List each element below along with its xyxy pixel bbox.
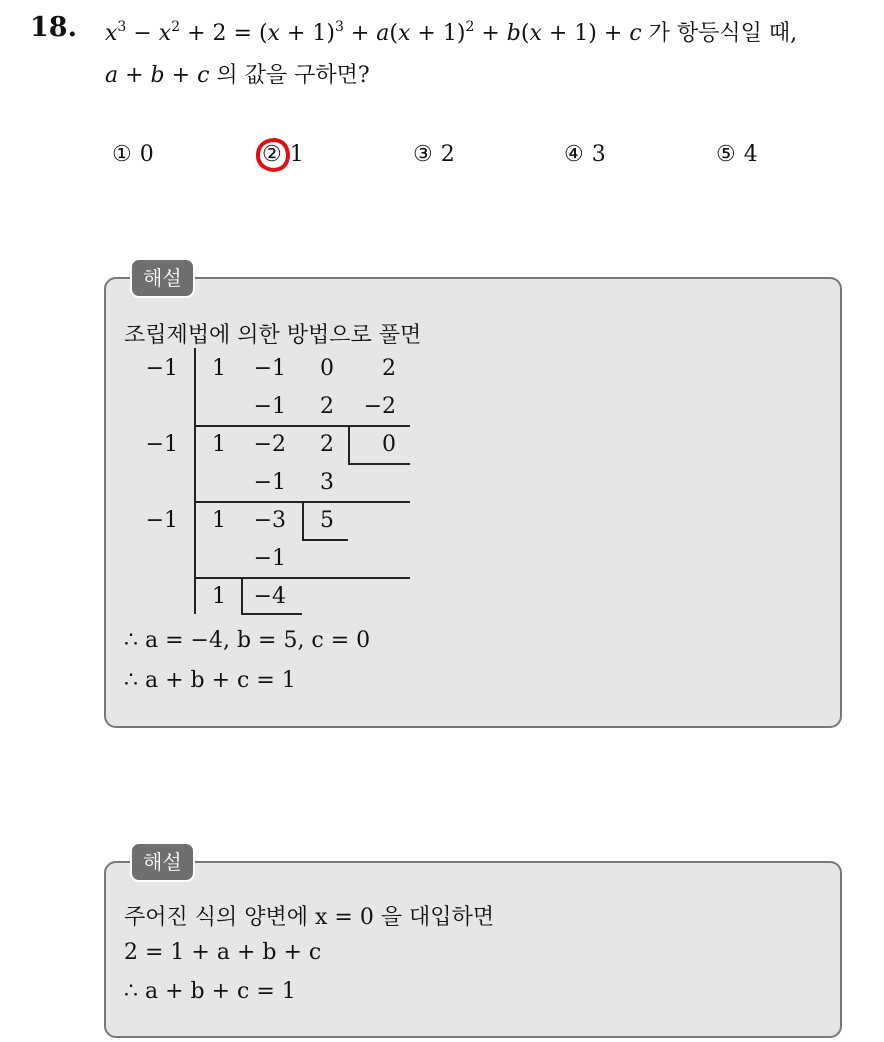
choice-2[interactable]: ② 1	[262, 142, 304, 167]
table-cell: −2	[363, 394, 396, 419]
question-number: 18.	[30, 12, 77, 43]
solution2-result: ∴ a + b + c = 1	[124, 979, 296, 1004]
table-cell: 2	[320, 394, 334, 419]
table-cell: 5	[320, 508, 334, 533]
table-vertical-rule	[194, 348, 196, 614]
remainder-bracket	[302, 539, 348, 541]
table-cell: −1	[253, 546, 286, 571]
table-horizontal-rule	[194, 425, 410, 427]
choice-3[interactable]: ③ 2	[413, 142, 455, 167]
remainder-bracket	[241, 578, 243, 614]
table-cell: 0	[382, 432, 396, 457]
table-cell: 3	[320, 470, 334, 495]
table-cell: −1	[145, 356, 178, 381]
table-cell: 2	[320, 432, 334, 457]
table-cell: −1	[253, 394, 286, 419]
choice-5[interactable]: ⑤ 4	[716, 142, 758, 167]
remainder-bracket	[302, 502, 304, 540]
table-cell: 1	[212, 508, 226, 533]
question-line-2: a + b + c 의 값을 구하면?	[105, 63, 370, 88]
solution1-result-2: ∴ a + b + c = 1	[124, 668, 296, 693]
red-circle-mark-icon	[253, 135, 293, 175]
solution1-intro: 조립제법에 의한 방법으로 풀면	[124, 323, 422, 348]
table-cell: −1	[145, 432, 178, 457]
table-cell: 0	[320, 356, 334, 381]
table-cell: −2	[253, 432, 286, 457]
table-cell: −1	[253, 356, 286, 381]
table-cell: −1	[253, 470, 286, 495]
remainder-bracket	[348, 463, 410, 465]
remainder-bracket	[241, 613, 302, 615]
solution2-intro: 주어진 식의 양변에 x = 0 을 대입하면	[124, 905, 495, 930]
table-cell: −3	[253, 508, 286, 533]
question-line-1: $x^3 - x^2 + 2 = (x + 1)^3 + a(x + 1)^2 + b(x + 1) + c$ 가 항등식일 때,	[105, 19, 798, 46]
choice-4[interactable]: ④ 3	[564, 142, 606, 167]
table-horizontal-rule	[194, 577, 410, 579]
table-cell: 1	[212, 356, 226, 381]
solution2-step: 2 = 1 + a + b + c	[124, 940, 322, 965]
table-cell: 2	[382, 356, 396, 381]
solution-tag-2: 해설	[130, 842, 195, 882]
table-cell: −4	[253, 584, 286, 609]
choice-1[interactable]: ① 0	[112, 142, 154, 167]
solution-tag-1: 해설	[130, 258, 195, 298]
table-cell: 1	[212, 584, 226, 609]
solution1-result-1: ∴ a = −4, b = 5, c = 0	[124, 628, 371, 653]
table-cell: −1	[145, 508, 178, 533]
remainder-bracket	[348, 426, 350, 464]
table-cell: 1	[212, 432, 226, 457]
